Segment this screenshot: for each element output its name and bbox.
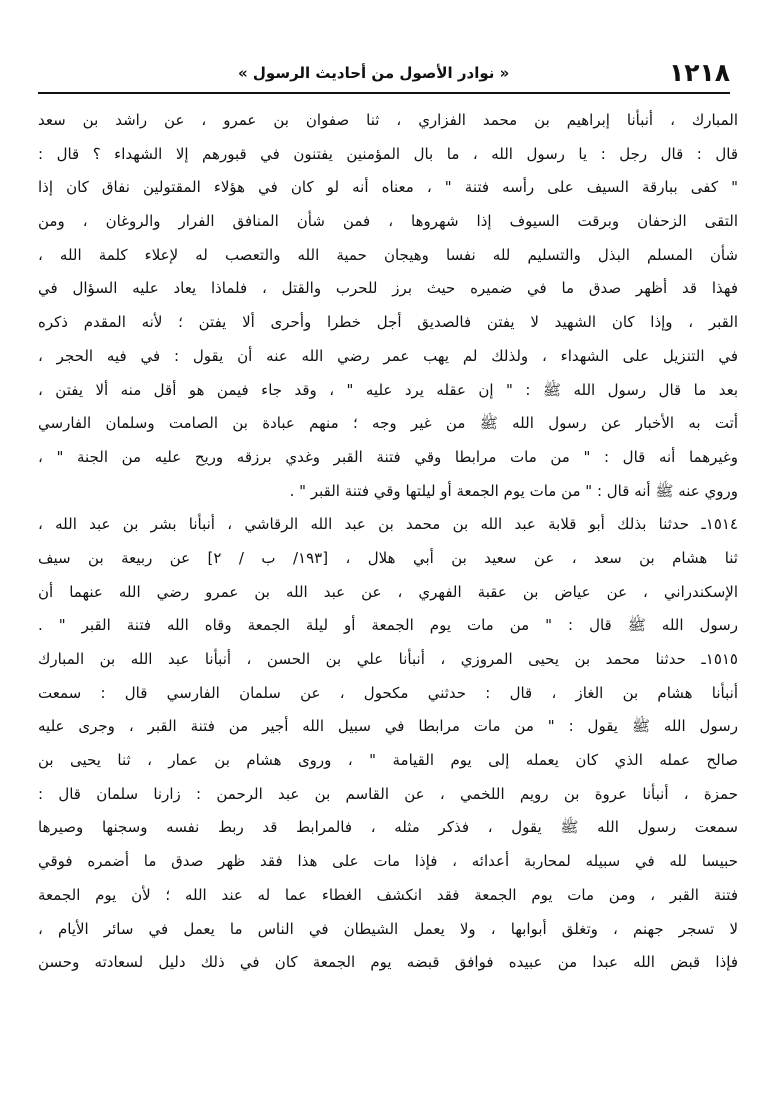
text-line: ثنا هشام بن سعد ، عن سعيد بن أبي هلال ، [١٩٣/ ب / ٢] عن ربيعة بن سيف [38,548,738,567]
text-line: حمزة ، أنبأنا عروة بن رويم اللخمي ، عن القاسم بن عبد الرحمن : زارنا سلمان قال : [38,784,738,803]
text-line: فهذا قد أظهر صدق ما في ضميره حيث برز للحرب والقتل ، فلماذا يعاد عليه السؤال في [38,279,738,298]
text-line: القبر ، وإذا كان الشهيد لا يفتن فالصديق أجل خطرا وأحرى ألا يفتن ؛ لأنه المقدم ذكره [38,313,738,332]
page-header [38,52,730,94]
text-line: سمعت رسول الله ﷺ يقول ، فذكر مثله ، فالمرابط قد ربط نفسه وسجنها وصيرها [38,818,738,837]
hadith-entry-1515: ١٥١٥ـ حدثنا محمد بن يحيى المروزي ، أنبأنا علي بن الحسن ، أنبأنا عبد الله بن المبارك [38,650,738,668]
text-line: التقى الزحفان وبرقت السيوف إذا شهروها ، فمن شأن المنافق الفرار والروغان ، ومن [38,212,738,231]
text-line: أتت به الأخبار عن رسول الله ﷺ من غير وجه ؛ منهم عبادة بن الصامت وسلمان الفارسي [38,414,738,433]
page-number: ١٢١٨ [668,58,730,87]
text-line: وروي عنه ﷺ أنه قال : " من مات يوم الجمعة أو ليلتها وقي فتنة القبر " . [289,481,738,500]
text-line: رسول الله ﷺ قال : " من مات يوم الجمعة أو ليلة الجمعة وقاه الله فتنة القبر " . [38,616,738,635]
text-line: صالح عمله الذي كان يعمله إلى يوم القيامة " ، وروى هشام بن عمار ، ثنا يحيى بن [38,751,738,770]
text-line: حبيسا لله في سبيله لمحاربة أعدائه ، فإذا مات على هذا فقد ظهر صدق ما أضمره فوقي [38,852,738,871]
running-title: « نوادر الأصول من أحاديث الرسول » [238,64,510,82]
text-line: أنبأنا هشام بن الغاز ، قال : حدثني مكحول ، عن سلمان الفارسي قال : سمعت [38,683,738,702]
header-rule [38,92,730,94]
text-line: " كفى ببارقة السيف على رأسه فتنة " ، معناه أنه لو كان في هؤلاء المقتولين نفاق كان إذا [38,178,738,197]
text-line: فتنة القبر ، ومن مات يوم الجمعة فقد انكشف الغطاء عما له عند الله ؛ لأن يوم الجمعة [38,885,738,904]
text-line: المبارك ، أنبأنا إبراهيم بن محمد الفزاري ، ثنا صفوان بن عمرو ، عن راشد بن سعد [38,111,738,129]
text-line: في التنزيل على الشهداء ، ولذلك لم يهب عمر رضي الله عنه أن يقول : في فيه الحجر ، [38,346,738,365]
text-line: قال : قال رجل : يا رسول الله ، ما بال المؤمنين يفتنون في قبورهم إلا الشهداء ؟ قال : [38,144,738,163]
hadith-entry-1514: ١٥١٤ـ حدثنا بذلك أبو قلابة عبد الله بن محمد بن عبد الله الرقاشي ، أنبأنا بشر بن عبد الله ، [38,515,738,534]
text-line: الإسكندراني ، عن عياض بن عقبة الفهري ، عن عبد الله بن عمرو رضي الله عنهما أن [38,582,738,601]
text-line: فإذا قبض الله عبدا من عبيده فوافق قبضه يوم الجمعة كان في ذلك دليل لسعادته وحسن [38,953,738,972]
text-line: شأن المسلم البذل والتسليم لله نفسا وهيجان حمية الله والتعصب له لإعلاء كلمة الله ، [38,245,738,264]
text-line: وغيرهما أنه قال : " من مات مرابطا وقي فتنة القبر وغدي برزقه وريح عليه من الجنة " ، [38,447,738,466]
text-line: بعد ما قال رسول الله ﷺ : " إن عقله يرد عليه " ، وقد جاء فيمن هو أقل منه ألا يفتن ، [38,380,738,399]
text-line: لا تسجر جهنم ، وتغلق أبوابها ، ولا يعمل الشيطان في الناس ما يعمل في سائر الأيام ، [38,919,738,938]
main-text [38,104,738,980]
text-line: رسول الله ﷺ يقول : " من مات مرابطا في سبيل الله أجير من فتنة القبر ، وجرى عليه [38,717,738,736]
